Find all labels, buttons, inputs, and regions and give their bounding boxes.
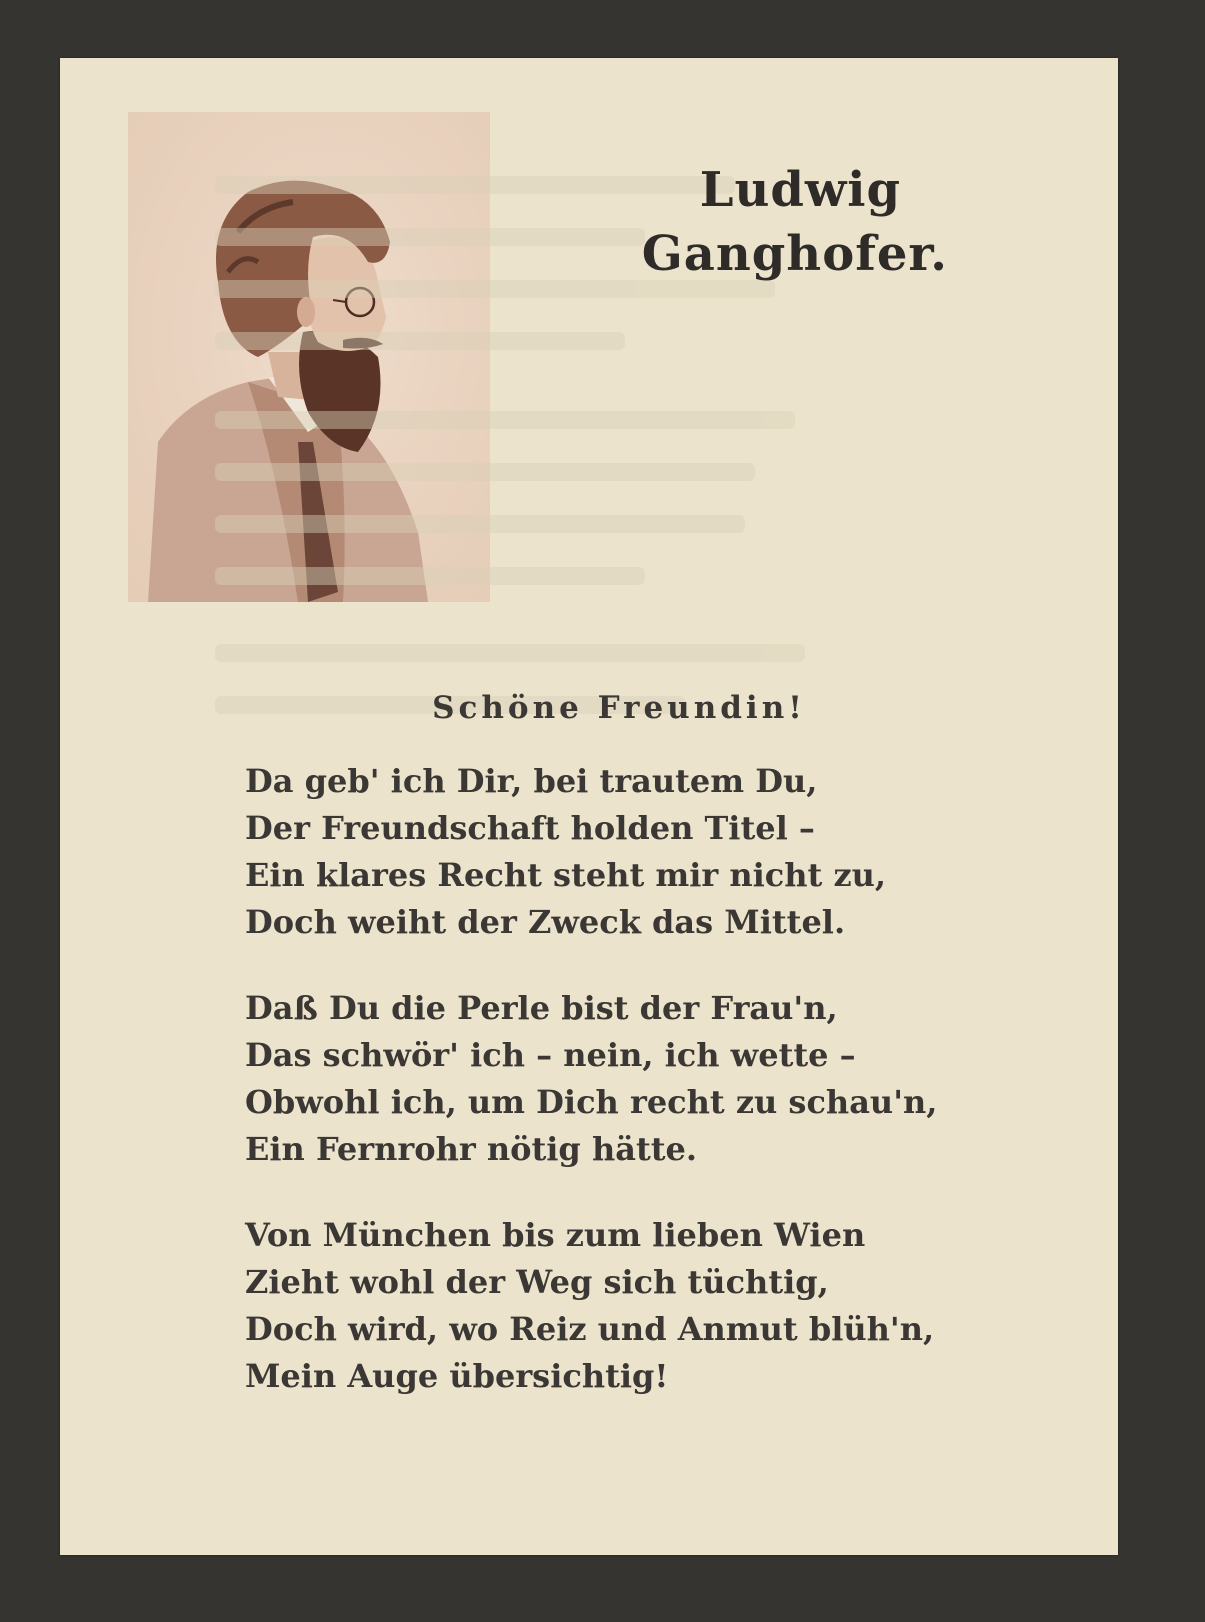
poem-line: Doch wird, wo Reiz und Anmut blüh'n, (245, 1310, 935, 1348)
portrait-photo (128, 112, 490, 602)
poem-line: Da geb' ich Dir, bei trautem Du, (245, 762, 818, 800)
author-last-name: Ganghofer. (641, 226, 948, 282)
stanza (245, 1212, 945, 1400)
poem-line: Obwohl ich, um Dich recht zu schau'n, (245, 1083, 938, 1121)
poem-line: Mein Auge übersichtig! (245, 1357, 669, 1395)
poem-line: Von München bis zum lieben Wien (245, 1216, 866, 1254)
poem-card (60, 58, 1118, 1555)
author-first-name: Ludwig (699, 162, 902, 218)
poem-line: Zieht wohl der Weg sich tüchtig, (245, 1263, 829, 1301)
poem-body (245, 758, 945, 1439)
poem-line: Der Freundschaft holden Titel – (245, 809, 815, 847)
poem-title: Schöne Freundin! (432, 690, 806, 726)
poem-line: Doch weiht der Zweck das Mittel. (245, 903, 846, 941)
author-portrait (128, 112, 490, 602)
stanza (245, 985, 945, 1173)
poem-line: Das schwör' ich – nein, ich wette – (245, 1036, 856, 1074)
poem-line: Daß Du die Perle bist der Frau'n, (245, 989, 838, 1027)
stanza (245, 758, 945, 946)
poem-line: Ein Fernrohr nötig hätte. (245, 1130, 697, 1168)
author-name (642, 158, 948, 286)
poem-line: Ein klares Recht steht mir nicht zu, (245, 856, 887, 894)
